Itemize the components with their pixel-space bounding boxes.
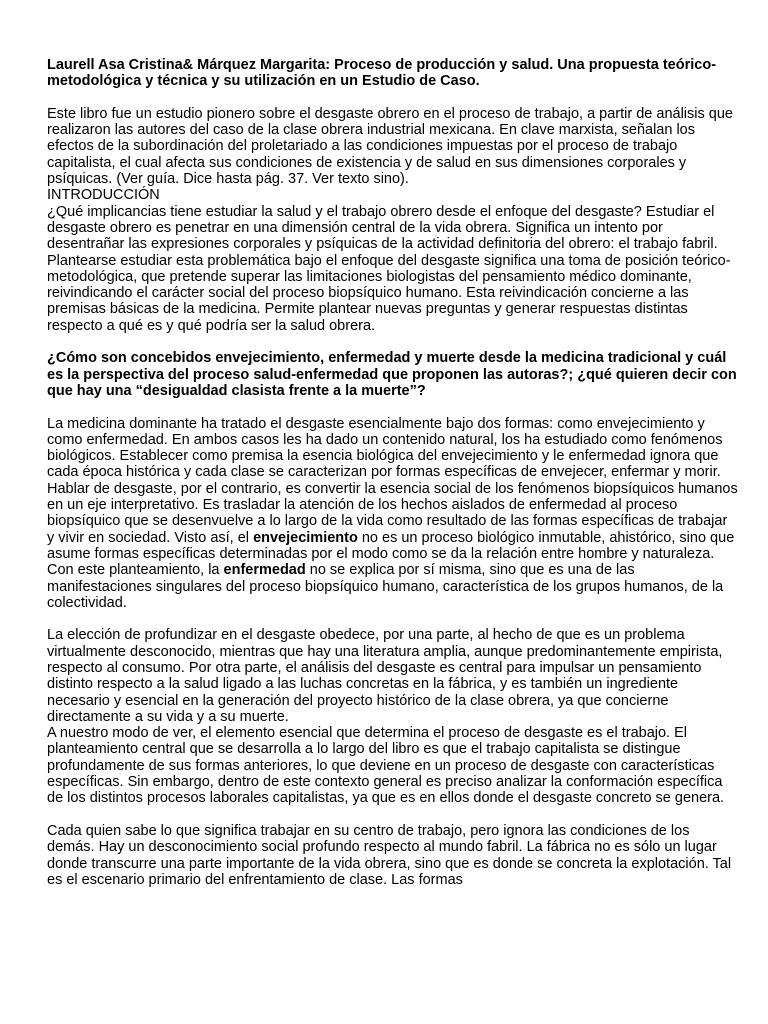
paragraph-gap [47,399,738,415]
paragraph-gap [47,611,738,627]
term-enfermedad: enfermedad [223,562,306,579]
paragraph-gap [47,334,738,350]
paragraph-eleccion: La elección de profundizar en el desgaste obedece, por una parte, al hecho de que es un problema virtualmente desconocido, mientras que hay una literatura amplia, aunque predominantemente empirista, respecto al consumo. Por otra parte, el análisis del desgaste es central para impulsar un pensamiento distinto respecto a la salud ligado a las luchas concretas en la fábrica, y es también un ingrediente necesario y esencial en la generación del proyecto histórico de la clase obrera, ya que concierne directamente a su vida y a su muerte. [47,627,723,725]
section-heading: INTRODUCCIÓN [47,187,160,204]
intro-body: ¿Qué implicancias tiene estudiar la salud y el trabajo obrero desde el enfoque del desgaste? Estudiar el desgaste obrero es penetrar en una dimensión central de la vida obrera. Significa un intento por desentrañar las expresiones corporales y psíquicas de la actividad definitoria del obrero: el trabajo fabril. Plantearse estudiar esta problemática bajo el enfoque del desgaste significa una toma de posición teórico-metodológica, que pretende superar las limitaciones biologistas del pensamiento médico dominante, reivindicando el carácter social del proceso biopsíquico humano. Esta reivindicación concierne a las premisas básicas de la medicina. Permite plantear nuevas preguntas y generar respuestas distintas respecto a qué es y qué podría ser la salud obrera. [47,203,731,334]
paragraph-desgaste-text-1: Hablar de desgaste, por el contrario, es convertir la esencia social de los fenómenos biopsíquicos humanos en un eje interpretativo. Es trasladar la atención de los hechos aislados de enfermedad al proceso biopsíquico que se desenvuelve a lo largo de la vida como resultado de las formas específicas de trabajar y vivir en sociedad. Visto así, el [47,480,738,546]
document-title: Laurell Asa Cristina& Márquez Margarita: Proceso de producción y salud. Una propuesta teórico-metodológica y técnica y su utilización en un Estudio de Caso. [47,57,717,90]
paragraph-gap [47,807,738,823]
paragraph-cada-quien: Cada quien sabe lo que significa trabajar en su centro de trabajo, pero ignora las condiciones de los demás. Hay un desconocimiento social profundo respecto al mundo fabril. La fábrica no es sólo un lugar donde transcurre una parte importante de la vida obrera, sino que es donde se concreta la explotación. Tal es el escenario primario del enfrentamiento de clase. Las formas [47,822,732,888]
paragraph-nuestro-modo: A nuestro modo de ver, el elemento esencial que determina el proceso de desgaste es el trabajo. El planteamiento central que se desarrolla a lo largo del libro es que el trabajo capitalista se distingue profundamente de sus formas anteriores, lo que deviene en un proceso de desgaste con características específicas. Sin embargo, dentro de este contexto general es preciso analizar la conformación específica de los distintos procesos laborales capitalistas, ya que es en ellos donde el desgaste concreto se genera. [47,725,725,807]
paragraph-dominant-medicine: La medicina dominante ha tratado el desgaste esencialmente bajo dos formas: como envejecimiento y como enfermedad. En ambos casos les ha dado un contenido natural, los ha estudiado como fenómenos biológicos. Establecer como premisa la esencia biológica del envejecimiento y le enfermedad ignora que cada época histórica y cada clase se caracterizan por formas específicas de envejecer, enfermar y morir. [47,415,723,481]
question-heading: ¿Cómo son concebidos envejecimiento, enfermedad y muerte desde la medicina tradicional y cuál es la perspectiva del proceso salud-enfermedad que proponen las autoras?; ¿qué quieren decir con que hay una “desigualdad clasista frente a la muerte”? [47,350,737,399]
paragraph-gap [47,90,738,106]
paragraph-desgaste-text-2: no es un proceso biológico inmutable, ahistórico, sino que asume formas específicas determinadas por el modo como se da la relación entre hombre y naturaleza. Con este planteamiento, la [47,529,735,579]
intro-paragraph: Este libro fue un estudio pionero sobre el desgaste obrero en el proceso de trabajo, a partir de análisis que realizaron las autores del caso de la clase obrera industrial mexicana. En clave marxista, señalan los efectos de la subordinación del proletariado a las condiciones impuestas por el proceso de trabajo capitalista, el cual afecta sus condiciones de existencia y de salud en sus dimensiones corporales y psíquicas. (Ver guía. Dice hasta pág. 37. Ver texto sino). [47,105,733,188]
paragraph-desgaste-text-3: no se explica por sí misma, sino que es una de las manifestaciones singulares del proceso biopsíquico humano, característica de los grupos humanos, de la colectividad. [47,562,724,611]
term-envejecimiento: envejecimiento [253,529,358,546]
paragraph-desgaste [47,481,738,611]
